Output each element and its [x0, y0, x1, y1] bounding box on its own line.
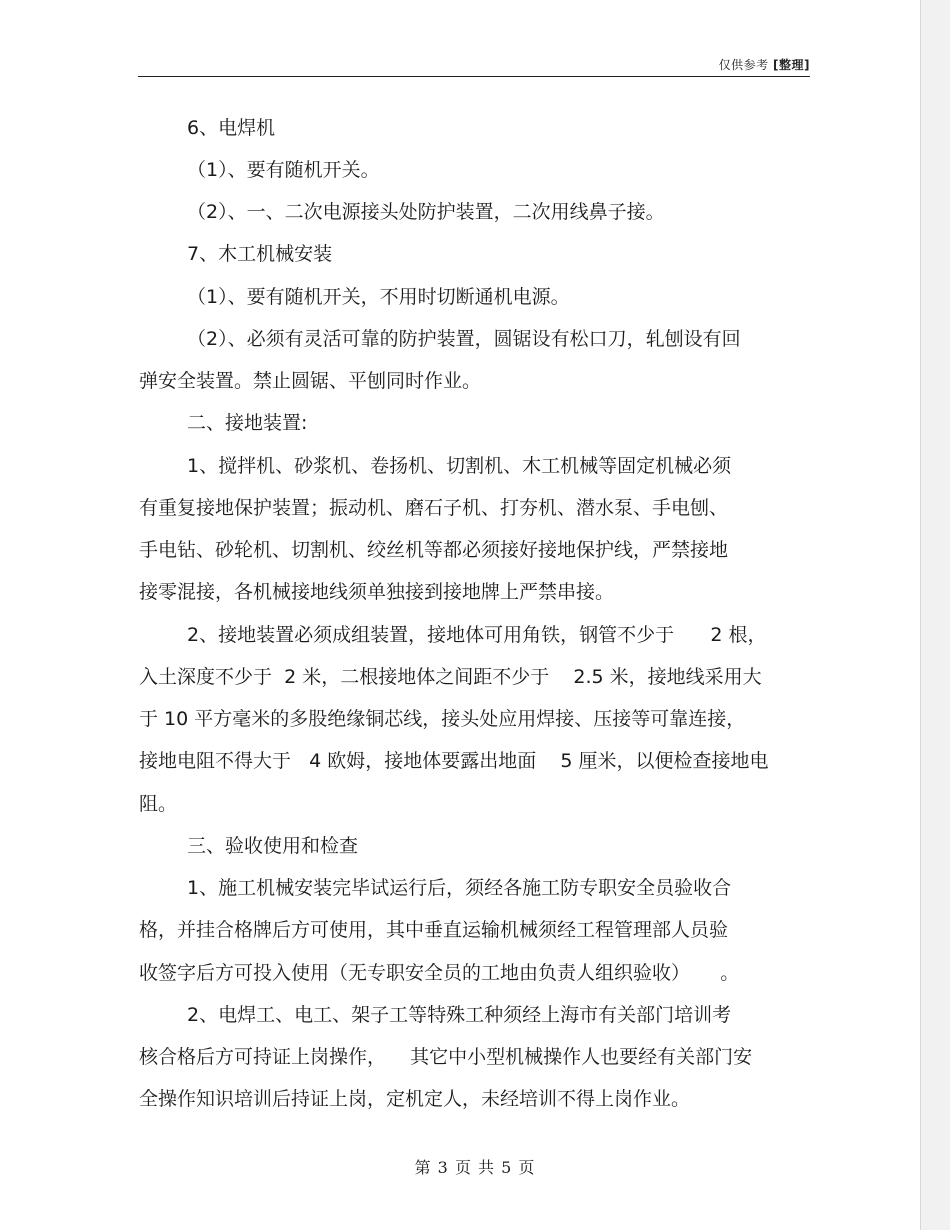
- body-line: 核合格后方可持证上岗操作， 其它中小型机械操作人也要经有关部门安: [139, 1046, 753, 1068]
- header-note: [719, 56, 810, 73]
- viewer-gutter: [921, 0, 950, 1230]
- header-tag: [整理]: [773, 58, 810, 72]
- body-line: 接地电阻不得大于 4 欧姆，接地体要露出地面 5 厘米，以便检查接地电: [139, 750, 769, 772]
- body-line: 收签字后方可投入使用（无专职安全员的工地由负责人组织验收） 。: [139, 962, 740, 984]
- body-line: 手电钻、砂轮机、切割机、绞丝机等都必须接好接地保护线，严禁接地: [139, 539, 729, 561]
- body-line: 6、电焊机: [187, 117, 276, 139]
- body-line: 全操作知识培训后持证上岗，定机定人，未经培训不得上岗作业。: [139, 1088, 691, 1110]
- body-line: 2、接地装置必须成组装置，接地体可用角铁，钢管不少于 2 根，: [187, 624, 767, 646]
- body-line: （1）、要有随机开关。: [187, 159, 380, 181]
- body-line: （2）、一、二次电源接头处防护装置，二次用线鼻子接。: [187, 201, 665, 223]
- body-line: 于 10 平方毫米的多股绝缘铜芯线，接头处应用焊接、压接等可靠连接，: [139, 708, 746, 730]
- body-line: 格，并挂合格牌后方可使用，其中垂直运输机械须经工程管理部人员验: [139, 919, 729, 941]
- body-line: 有重复接地保护装置；振动机、磨石子机、打夯机、潜水泵、手电刨、: [139, 497, 729, 519]
- body-line: 7、木工机械安装: [187, 243, 333, 265]
- body-line: 2、电焊工、电工、架子工等特殊工种须经上海市有关部门培训考: [187, 1004, 732, 1026]
- body-line: 1、施工机械安装完毕试运行后，须经各施工防专职安全员验收合: [187, 877, 732, 899]
- body-line: 1、搅拌机、砂浆机、卷扬机、切割机、木工机械等固定机械必须: [187, 455, 732, 477]
- body-line: 入土深度不少于 2 米，二根接地体之间距不少于 2.5 米，接地线采用大: [139, 666, 762, 688]
- section-heading: 二、接地装置:: [187, 412, 308, 434]
- body-line: 弹安全装置。禁止圆锯、平刨同时作业。: [139, 370, 482, 392]
- body-line: 接零混接，各机械接地线须单独接到接地牌上严禁串接。: [139, 581, 615, 603]
- page-footer: 第 3 页 共 5 页: [414, 1158, 536, 1177]
- body-line: （1）、要有随机开关，不用时切断通机电源。: [187, 286, 570, 308]
- section-heading: 三、验收使用和检查: [187, 835, 359, 857]
- body-line: 阻。: [139, 793, 178, 815]
- header-text: 仅供参考: [718, 58, 769, 72]
- page-header: [138, 50, 810, 77]
- body-line: （2）、必须有灵活可靠的防护装置，圆锯设有松口刀，轧刨设有回: [187, 328, 741, 350]
